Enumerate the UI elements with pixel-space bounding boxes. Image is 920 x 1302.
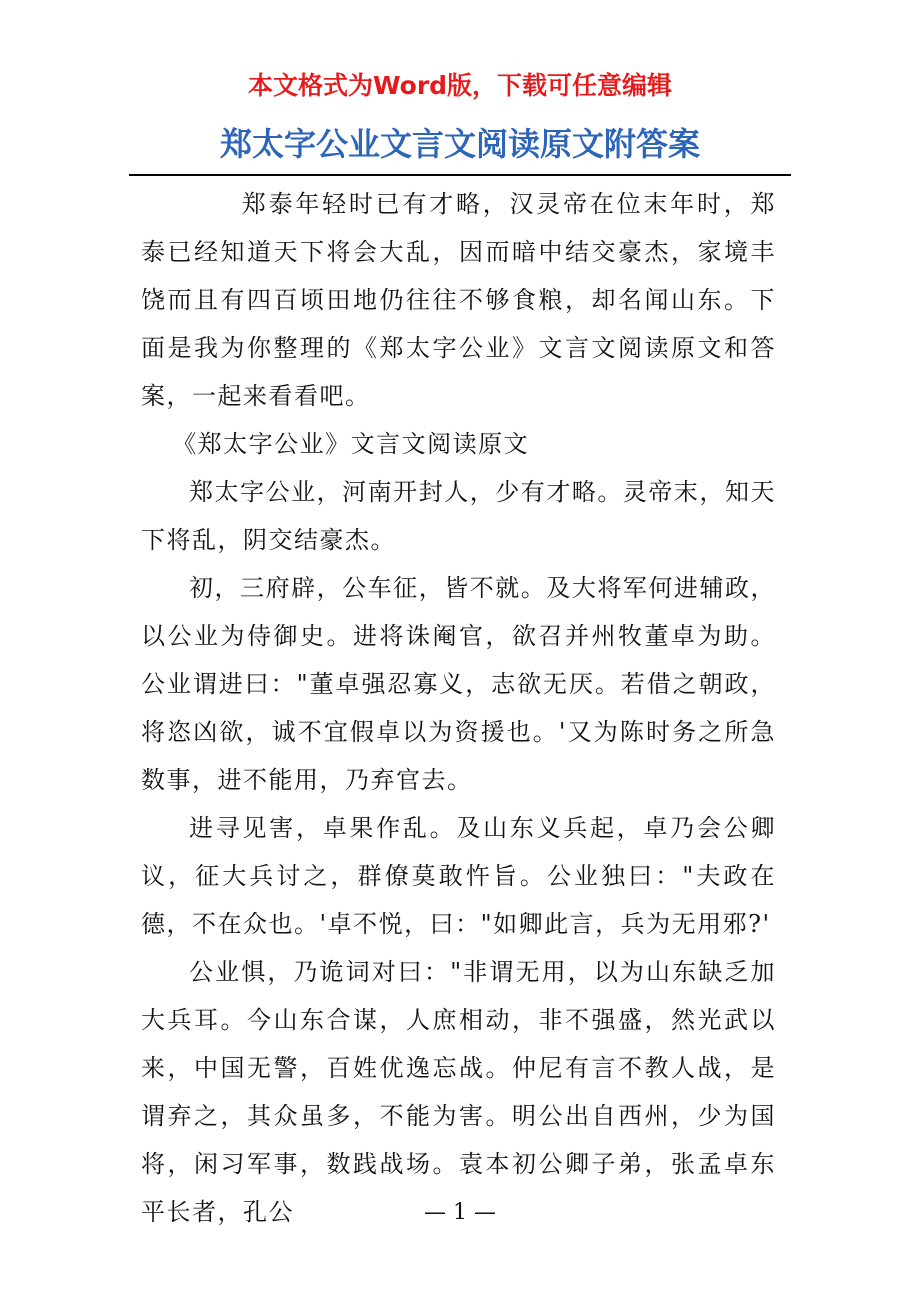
text-paragraph: 进寻见害，卓果作乱。及山东义兵起，卓乃会公卿议，征大兵讨之，群僚莫敢忤旨。公业独曰："夫政在德，不在众也。'卓不悦，曰："如卿此言，兵为无用邪?' [141, 814, 776, 938]
format-notice: 本文格式为Word版，下载可任意编辑 [247, 71, 673, 100]
title-divider [129, 174, 791, 176]
document-title: 郑太字公业文言文阅读原文附答案 [219, 125, 700, 163]
page-number: — 1 — [424, 1200, 496, 1225]
text-paragraph: 初，三府辟，公车征，皆不就。及大将军何进辅政，以公业为侍御史。进将诛阉官，欲召并州牧董卓为助。公业谓进曰："董卓强忍寡义，志欲无厌。若借之朝政，将恣凶欲，诚不宜假卓以为资援也。'又为陈时务之所急数事，进不能用，乃弃官去。 [141, 574, 776, 794]
document-body [141, 180, 776, 1236]
section-subheading: 《郑太字公业》文言文阅读原文 [172, 430, 530, 458]
intro-paragraph: 郑泰年轻时已有才略，汉灵帝在位末年时，郑泰已经知道天下将会大乱，因而暗中结交豪杰，家境丰饶而且有四百顷田地仍往往不够食粮，却名闻山东。下面是我为你整理的《郑太字公业》文言文阅读原文和答案，一起来看看吧。 [141, 190, 776, 410]
text-paragraph: 公业惧，乃诡词对曰："非谓无用，以为山东缺乏加大兵耳。今山东合谋，人庶相动，非不强盛，然光武以来，中国无警，百姓优逸忘战。仲尼有言不教人战，是谓弃之，其众虽多，不能为害。明公出自西州，少为国将，闲习军事，数践战场。袁本初公卿子弟，张孟卓东平长者，孔公 [141, 958, 776, 1226]
text-paragraph: 郑太字公业，河南开封人，少有才略。灵帝末，知天下将乱，阴交结豪杰。 [141, 478, 776, 554]
